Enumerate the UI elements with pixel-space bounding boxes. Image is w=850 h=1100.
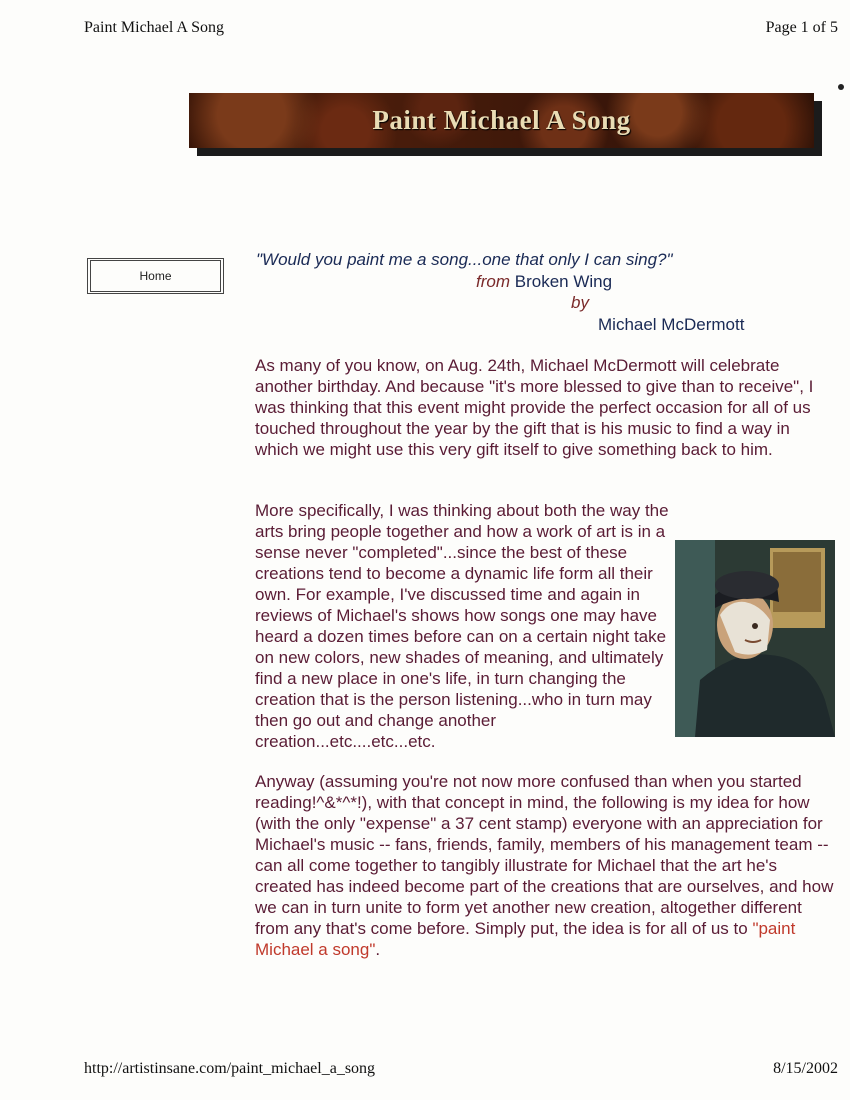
corner-dot-icon: [838, 84, 844, 90]
print-footer-url: http://artistinsane.com/paint_michael_a_song: [84, 1060, 376, 1077]
banner-background: [189, 93, 814, 148]
quote-source: [476, 272, 612, 292]
home-button[interactable]: Home: [87, 258, 224, 294]
print-header-page-number: Page 1 of 5: [765, 19, 838, 36]
body-paragraph-3-text: Anyway (assuming you're not now more confused than when you started reading!^&*^*!), with that concept in mind, the following is my idea for how (with the only "expense" a 37 cent stamp) everyone with an appreciation for Michael's music -- fans, friends, family, members of his management team -- can all come together to tangibly illustrate for Michael that the art he's created has indeed become part of the creations that are ourselves, and how we can in turn unite to form yet another new creation, altogether different from any that's come before. Simply put, the idea is for all of us to: [255, 772, 834, 938]
quote-from-word: from: [476, 272, 510, 291]
paint-michael-a-song-highlight: "paint Michael a song": [255, 919, 796, 959]
body-paragraph-3-end: .: [375, 940, 381, 959]
body-paragraph-3: [255, 771, 835, 960]
van-gogh-portrait-image: [675, 540, 835, 737]
body-paragraph-2-container: [255, 500, 835, 752]
quote-author: Michael McDermott: [598, 315, 745, 334]
song-quote: "Would you paint me a song...one that only I can sing?": [256, 250, 673, 269]
print-header-title: Paint Michael A Song: [84, 19, 224, 36]
quote-song-title: Broken Wing: [514, 272, 613, 291]
banner-title: Paint Michael A Song: [372, 105, 631, 135]
banner: [189, 93, 822, 156]
body-paragraph-2: More specifically, I was thinking about both the way the arts bring people together and how a work of art is in a sense never "completed"...since the best of these creations tend to become a dynamic life form all their own. For example, I've discussed time and again in reviews of Michael's shows how songs one may have heard a dozen times before can on a certain night take on new colors, new shades of meaning, and ultimately find a new place in one's life, in turn changing the creation that is the person listening...who in turn may then go out and change another creation...etc....etc...etc.: [255, 501, 669, 751]
quote-by-word: by: [571, 293, 589, 312]
body-paragraph-1: As many of you know, on Aug. 24th, Michael McDermott will celebrate another birthday. And because "it's more blessed to give than to receive", I was thinking that this event might provide the perfect occasion for all of us touched throughout the year by the gift that is his music to find a way in which we might use this very gift itself to give something back to him.: [255, 356, 814, 459]
print-footer-date: 8/15/2002: [773, 1060, 838, 1077]
